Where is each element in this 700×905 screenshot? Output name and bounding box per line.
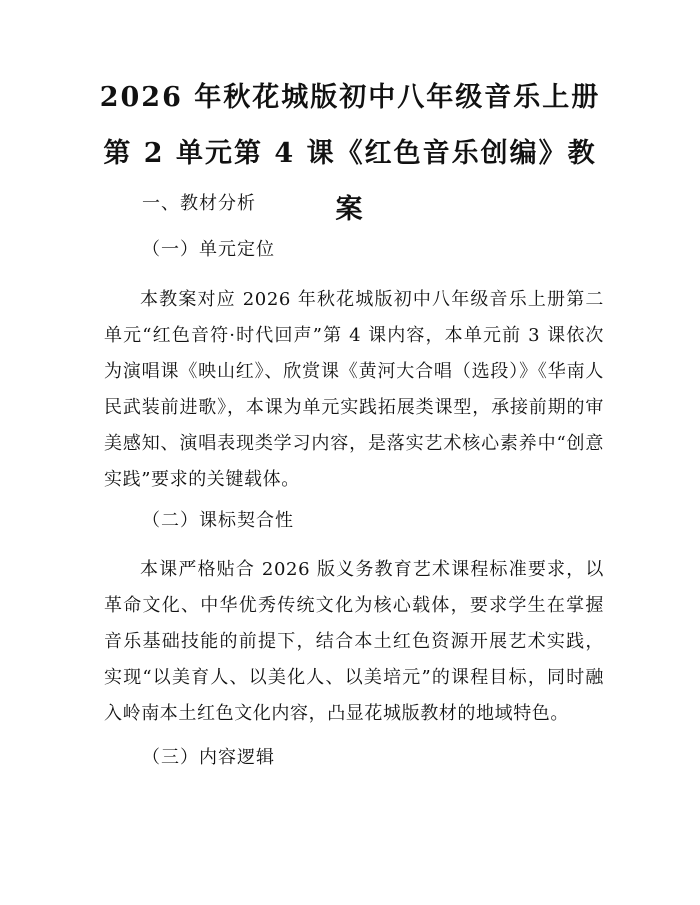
- subsection-heading-content-logic: （三）内容逻辑: [142, 747, 275, 768]
- section-heading-textbook-analysis: 一、教材分析: [142, 193, 256, 214]
- paragraph-curriculum-alignment: 本课严格贴合 2026 版义务教育艺术课程标准要求，以革命文化、中华优秀传统文化为核心载体，要求学生在掌握音乐基础技能的前提下，结合本土红色资源开展艺术实践，实现“以美育人、以美化人、以美培元”的课程目标，同时融入岭南本土红色文化内容，凸显花城版教材的地域特色。: [104, 559, 604, 724]
- document-title: 2026 年秋花城版初中八年级音乐上册第 2 单元第 4 课《红色音乐创编》教案: [99, 82, 601, 225]
- paragraph-unit-positioning: 本教案对应 2026 年秋花城版初中八年级音乐上册第二单元“红色音符·时代回声”第 4 课内容，本单元前 3 课依次为演唱课《映山红》、欣赏课《黄河大合唱（选段）》《华南人民武装前进歌》，本课为单元实践拓展类课型，承接前期的审美感知、演唱表现类学习内容，是落实艺术核心素养中“创意实践”要求的关键载体。: [104, 289, 604, 490]
- subsection-heading-unit-positioning: （一）单元定位: [142, 239, 275, 260]
- subsection-heading-curriculum-alignment: （二）课标契合性: [142, 510, 294, 531]
